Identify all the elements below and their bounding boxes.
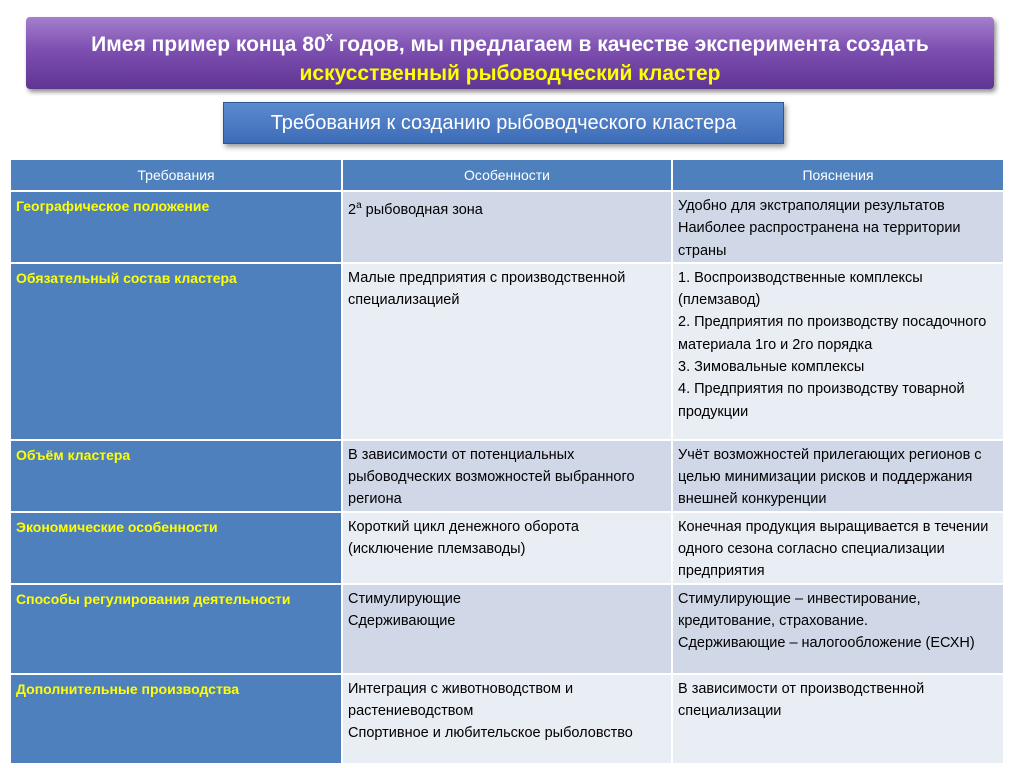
explanation-cell: Конечная продукция выращивается в течении одного сезона согласно специализации предприятия	[672, 512, 1004, 584]
requirement-cell: Экономические особенности	[10, 512, 342, 584]
feature-cell: $2^а$ рыбоводная зона	[342, 191, 672, 263]
requirement-cell: Обязательный состав кластера	[10, 263, 342, 440]
explanation-cell: В зависимости от производственной специализации	[672, 674, 1004, 764]
title-superscript: х	[325, 29, 333, 44]
requirements-table	[9, 158, 1005, 765]
explanation-cell: Стимулирующие – инвестирование, кредитование, страхование. Сдерживающие – налогообложение (ЕСХН)	[672, 584, 1004, 674]
requirement-cell: Способы регулирования деятельности	[10, 584, 342, 674]
table-row	[10, 191, 1004, 263]
requirement-cell: Объём кластера	[10, 440, 342, 512]
explanation-cell: 1. Воспроизводственные комплексы (племзавод) 2. Предприятия по производству посадочного материала 1го и 2го порядка 3. Зимовальные комплексы 4. Предприятия по производству товарной продукции	[672, 263, 1004, 440]
requirement-cell: Дополнительные производства	[10, 674, 342, 764]
subtitle-box: Требования к созданию рыбоводческого кластера	[223, 102, 784, 144]
header-explanations: Пояснения	[672, 159, 1004, 191]
table-row	[10, 584, 1004, 674]
explanation-cell: Учёт возможностей прилегающих регионов с целью минимизации рисков и поддержания внешней конкуренции	[672, 440, 1004, 512]
feature-cell: Стимулирующие Сдерживающие	[342, 584, 672, 674]
table-header-row	[10, 159, 1004, 191]
table-row	[10, 512, 1004, 584]
feature-cell: Короткий цикл денежного оборота (исключение племзаводы)	[342, 512, 672, 584]
table-row	[10, 263, 1004, 440]
requirement-cell: Географическое положение	[10, 191, 342, 263]
title-banner	[26, 17, 994, 89]
table-row	[10, 674, 1004, 764]
feature-cell: В зависимости от потенциальных рыбоводческих возможностей выбранного региона	[342, 440, 672, 512]
feature-cell: Интеграция с животноводством и растениеводством Спортивное и любительское рыболовство	[342, 674, 672, 764]
feature-cell: Малые предприятия с производственной специализацией	[342, 263, 672, 440]
title-line-2: искусственный рыбоводческий кластер	[299, 62, 721, 85]
header-requirements: Требования	[10, 159, 342, 191]
header-features: Особенности	[342, 159, 672, 191]
table-row	[10, 440, 1004, 512]
explanation-cell: Удобно для экстраполяции результатов Наиболее распространена на территории страны	[672, 191, 1004, 263]
title-line-1: Имея пример конца $80^х$ годов, мы предлагаем в качестве эксперимента создать	[91, 29, 929, 56]
